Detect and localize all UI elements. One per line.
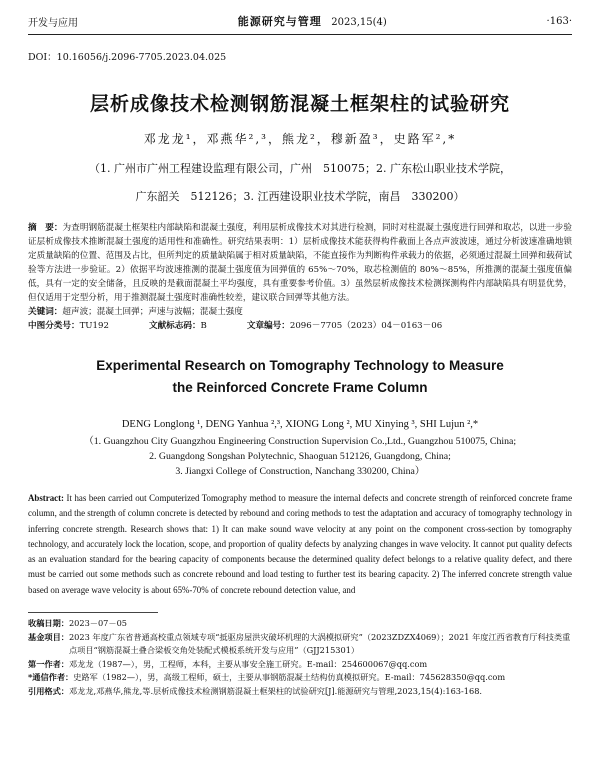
page-number: ·163· bbox=[546, 15, 572, 27]
issue-number: 2023,15(4) bbox=[331, 17, 387, 28]
document-code: 文献标志码：B bbox=[148, 321, 207, 331]
english-affil-line: 2. Guangdong Songshan Polytechnic, Shaoguan 512126, Guangdong, China; bbox=[149, 451, 451, 462]
footnote-received: 收稿日期： 2023－07－05 bbox=[28, 618, 128, 629]
footnote-corresponding-author: *通信作者： 史路军（1982—），男，高级工程师，硕士，主要从事钢筋混凝土结构仿真模拟研究。E-mail：745628350@qq.com bbox=[28, 672, 506, 683]
footnote-divider bbox=[28, 612, 158, 613]
classification-row bbox=[28, 319, 572, 333]
footnote-first-author: 第一作者： 邓龙龙（1987—），男，工程师，本科，主要从事安全施工研究。E-mail：254600067@qq.com bbox=[28, 658, 428, 669]
chinese-affiliations bbox=[28, 155, 572, 211]
keywords bbox=[28, 305, 572, 319]
keywords-label: 关键词： bbox=[28, 307, 63, 317]
chinese-title: 层析成像技术检测钢筋混凝土框架柱的试验研究 bbox=[89, 93, 510, 115]
keywords-text: 超声波；混凝土回弹；声速与波幅；混凝土强度 bbox=[62, 307, 243, 317]
chinese-affil-line: （1. 广州市广州工程建设监理有限公司，广州 510075；2. 广东松山职业技术学院， bbox=[89, 162, 511, 175]
footnote-fund: 基金项目： 2023 年度广东省普通高校重点领域专项“抵驱房屋洪灾破坏机理的大涡模拟研究”（2023ZDZX4069）；2021 年度江西省教育厅科技类重点项目“钢筋混凝土叠合梁板交角处装配式模板系统开发与应用”（GJJ215301） bbox=[28, 631, 571, 656]
footnote-citation: 引用格式： 邓龙龙,邓燕华,熊龙,等.层析成像技术检测钢筋混凝土框架柱的试验研究[J].能源研究与管理,2023,15(4):163-168. bbox=[28, 685, 483, 696]
chinese-affil-line: 广东韶关 512126；3. 江西建设职业技术学院，南昌 330200） bbox=[135, 190, 465, 203]
journal-name: 能源研究与管理 bbox=[237, 15, 322, 28]
english-affil-line: （1. Guangzhou City Guangzhou Engineering Construction Supervision Co.,Ltd., Guangzhou 510075, China; bbox=[83, 436, 517, 447]
english-abstract bbox=[28, 491, 572, 598]
section-label: 开发与应用 bbox=[28, 17, 78, 29]
chinese-abstract bbox=[28, 221, 572, 333]
english-title: Experimental Research on Tomography Technology to Measure the Reinforced Concrete Frame Column bbox=[96, 358, 504, 395]
chinese-authors: 邓龙龙¹，邓燕华²,³，熊龙²，穆新盈³，史路军²,* bbox=[143, 132, 457, 146]
english-authors: DENG Longlong ¹, DENG Yanhua ²,³, XIONG Long ², MU Xinying ³, SHI Lujun ²,* bbox=[121, 419, 479, 430]
abstract-text: 为查明钢筋混凝土框架柱内部缺陷和混凝土强度，利用层析成像技术对其进行检测，同时对柱混凝土强度进行回弹和取芯，以进一步验证层析成像技术推断混凝土强度的适用性和准确性。研究结果表明：1）层析成像技术能获得构件截面上各点声波波速，通过分析波速准确地锁定质量缺陷的位置、范围及占比，但所判定的质量缺陷属于相对质量缺陷，不能直接作为判断构件承载力的依据，必须通过混凝土回弹和载荷试验等方法进一步验证。2）依据平均波速推测的混凝土强度值为回弹值的 65%～70%，取芯检测值的 80%～85%，所推测的混凝土强度值偏低，具有一定的安全储备，且反映的是截面混凝土平均强度，具有重要参考价值。3）虽然层析成像技术检测探测构件内部缺陷具有明显优势，但仅适用于定型分析，用于推测混凝土强度时准确性较差，建议联合回弹等其他方法。 bbox=[28, 223, 572, 303]
journal-issue bbox=[238, 13, 387, 29]
abstract-label: Abstract: bbox=[28, 493, 64, 503]
abstract-label: 摘 要： bbox=[28, 223, 63, 233]
english-affiliations bbox=[28, 434, 572, 479]
running-head bbox=[28, 0, 572, 35]
article-number: 文章编号：2096－7705（2023）04－0163－06 bbox=[246, 321, 443, 331]
abstract-text: It has been carried out Computerized Tomography method to measure the internal defects and concrete strength of reinforced concrete frame column, and the strength of column concrete is detected by rebound and coring methods to test the adaptation and accuracy of tomography technology in inferring concrete strength. Research shows that: 1) It can make sound wave velocity at any point on the component cross-section by tomography technology, and accurately lock the location, scope, and proportion of quality defects by analyzing changes in wave velocity. It cannot put quality defects as an evaluation standard for the bearing capacity of components because the determined quality defect belongs to a relative quality defect, and there must be carried out some methods such as concrete rebound and load testing to further test its bearing capacity. 2) The inferred concrete strength value based on average wave velocity is about 65%-70% of concrete rebound detection value, and bbox=[28, 493, 573, 595]
clc-code: 中图分类号：TU192 bbox=[28, 321, 109, 331]
doi[interactable]: DOI：10.16056/j.2096-7705.2023.04.025 bbox=[28, 52, 227, 63]
english-affil-line: 3. Jiangxi College of Construction, Nanchang 330200, China） bbox=[175, 466, 425, 477]
footnotes bbox=[28, 617, 572, 698]
